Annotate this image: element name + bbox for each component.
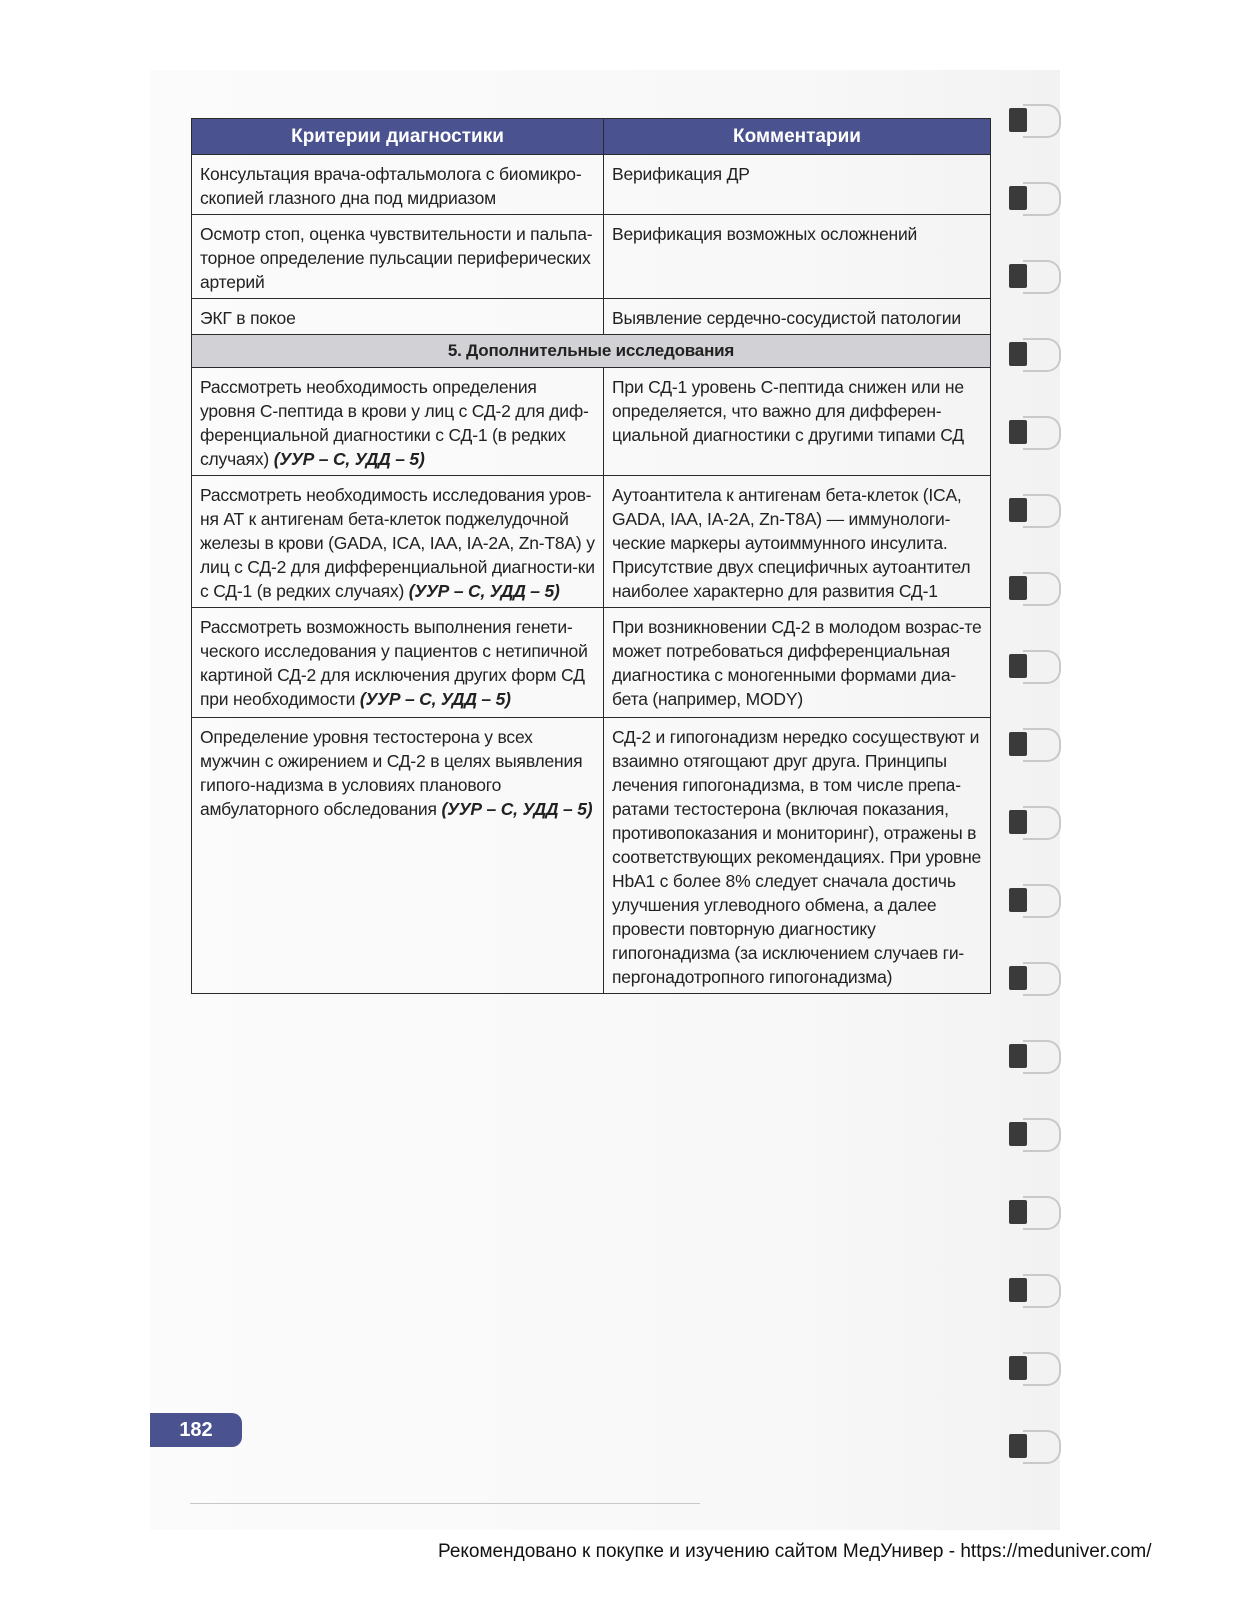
comment-cell: Верификация возможных осложнений (604, 215, 991, 299)
binding-coil (1005, 1036, 1061, 1076)
criterion-cell: ЭКГ в покое (192, 299, 604, 335)
binding-coil (1005, 100, 1061, 140)
table-row (192, 215, 991, 299)
table-row (192, 608, 991, 718)
criterion-cell: Консультация врача-офтальмолога с биомикро-скопией глазного дна под мидриазом (192, 155, 604, 215)
binding-coil (1005, 958, 1061, 998)
comment-cell: Верификация ДР (604, 155, 991, 215)
page-number: 182 (150, 1413, 242, 1447)
comment-cell: СД-2 и гипогонадизм нередко сосуществуют и взаимно отягощают друг друга. Принципы лечения гипогонадизма, в том числе препа-ратами тестостерона (включая показания, противопоказания и мониторинг), отражены в соответствующих рекомендациях. При уровне HbA1 с более 8% следует сначала достичь улучшения углеводного обмена, а далее провести повторную диагностику гипогонадизма (за исключением случаев ги-пергонадотропного гипогонадизма) (604, 718, 991, 994)
binding-coil (1005, 1192, 1061, 1232)
comment-cell: Выявление сердечно-сосудистой патологии (604, 299, 991, 335)
table-row (192, 299, 991, 335)
table-row (192, 718, 991, 994)
binding-coil (1005, 646, 1061, 686)
binding-coil (1005, 880, 1061, 920)
criterion-cell: Осмотр стоп, оценка чувствительности и пальпа-торное определение пульсации периферических артерий (192, 215, 604, 299)
comment-cell: При возникновении СД-2 в молодом возрас-те может потребоваться дифференциальная диагностика с моногенными формами диа-бета (например, MODY) (604, 608, 991, 718)
section-title: 5. Дополнительные исследования (192, 335, 991, 368)
criterion-cell (192, 476, 604, 608)
header-comments: Комментарии (604, 119, 991, 155)
binding-coil (1005, 568, 1061, 608)
criterion-text: Рассмотреть возможность выполнения генети-ческого исследования у пациентов с нетипичной картиной СД-2 для исключения других форм СД при необходимости (200, 617, 588, 709)
criterion-text: Рассмотреть необходимость исследования уров-ня АТ к антигенам бета-клеток поджелудочной железы в крови (GADA, ICA, IAA, IA-2A, Zn-T8A) у лиц с СД-2 для дифференциальной диагности-ки с СД-1 (в редких случаях) (200, 485, 595, 601)
binding-coil (1005, 334, 1061, 374)
comment-cell: При СД-1 уровень С-пептида снижен или не определяется, что важно для дифферен-циальной диагностики с другими типами СД (604, 368, 991, 476)
binding-coil (1005, 1426, 1061, 1466)
comment-cell: Аутоантитела к антигенам бета-клеток (ICA, GADA, IAA, IA-2A, Zn-T8A) — иммунологи-ческие маркеры аутоиммунного инсулита. Присутствие двух специфичных аутоантител наиболее характерно для развития СД-1 (604, 476, 991, 608)
table-header-row (192, 119, 991, 155)
criterion-text: Рассмотреть необходимость определения уровня С-пептида в крови у лиц с СД-2 для диф-ференциальной диагностики с СД-1 (в редких случаях) (200, 377, 589, 469)
spiral-binding (1005, 100, 1065, 1500)
criterion-cell (192, 608, 604, 718)
footer-watermark: Рекомендовано к покупке и изучению сайтом МедУнивер - https://meduniver.com/ (438, 1541, 1152, 1562)
evidence-grade: (УУР – С, УДД – 5) (359, 689, 511, 709)
page-divider (190, 1503, 700, 1504)
criterion-cell (192, 368, 604, 476)
table-row (192, 368, 991, 476)
binding-coil (1005, 490, 1061, 530)
header-criteria: Критерии диагностики (192, 119, 604, 155)
section-row (192, 335, 991, 368)
binding-coil (1005, 1348, 1061, 1388)
criterion-cell (192, 718, 604, 994)
binding-coil (1005, 724, 1061, 764)
binding-coil (1005, 256, 1061, 296)
binding-coil (1005, 802, 1061, 842)
evidence-grade: (УУР – С, УДД – 5) (273, 449, 425, 469)
evidence-grade: (УУР – С, УДД – 5) (408, 581, 560, 601)
table-row (192, 476, 991, 608)
binding-coil (1005, 178, 1061, 218)
criterion-text: Определение уровня тестостерона у всех мужчин с ожирением и СД-2 в целях выявления гипого-надизма в условиях планового амбулаторного обследования (200, 727, 583, 819)
binding-coil (1005, 412, 1061, 452)
binding-coil (1005, 1114, 1061, 1154)
binding-coil (1005, 1270, 1061, 1310)
evidence-grade: (УУР – С, УДД – 5) (441, 799, 593, 819)
table-row (192, 155, 991, 215)
diagnostic-criteria-table (191, 118, 991, 994)
